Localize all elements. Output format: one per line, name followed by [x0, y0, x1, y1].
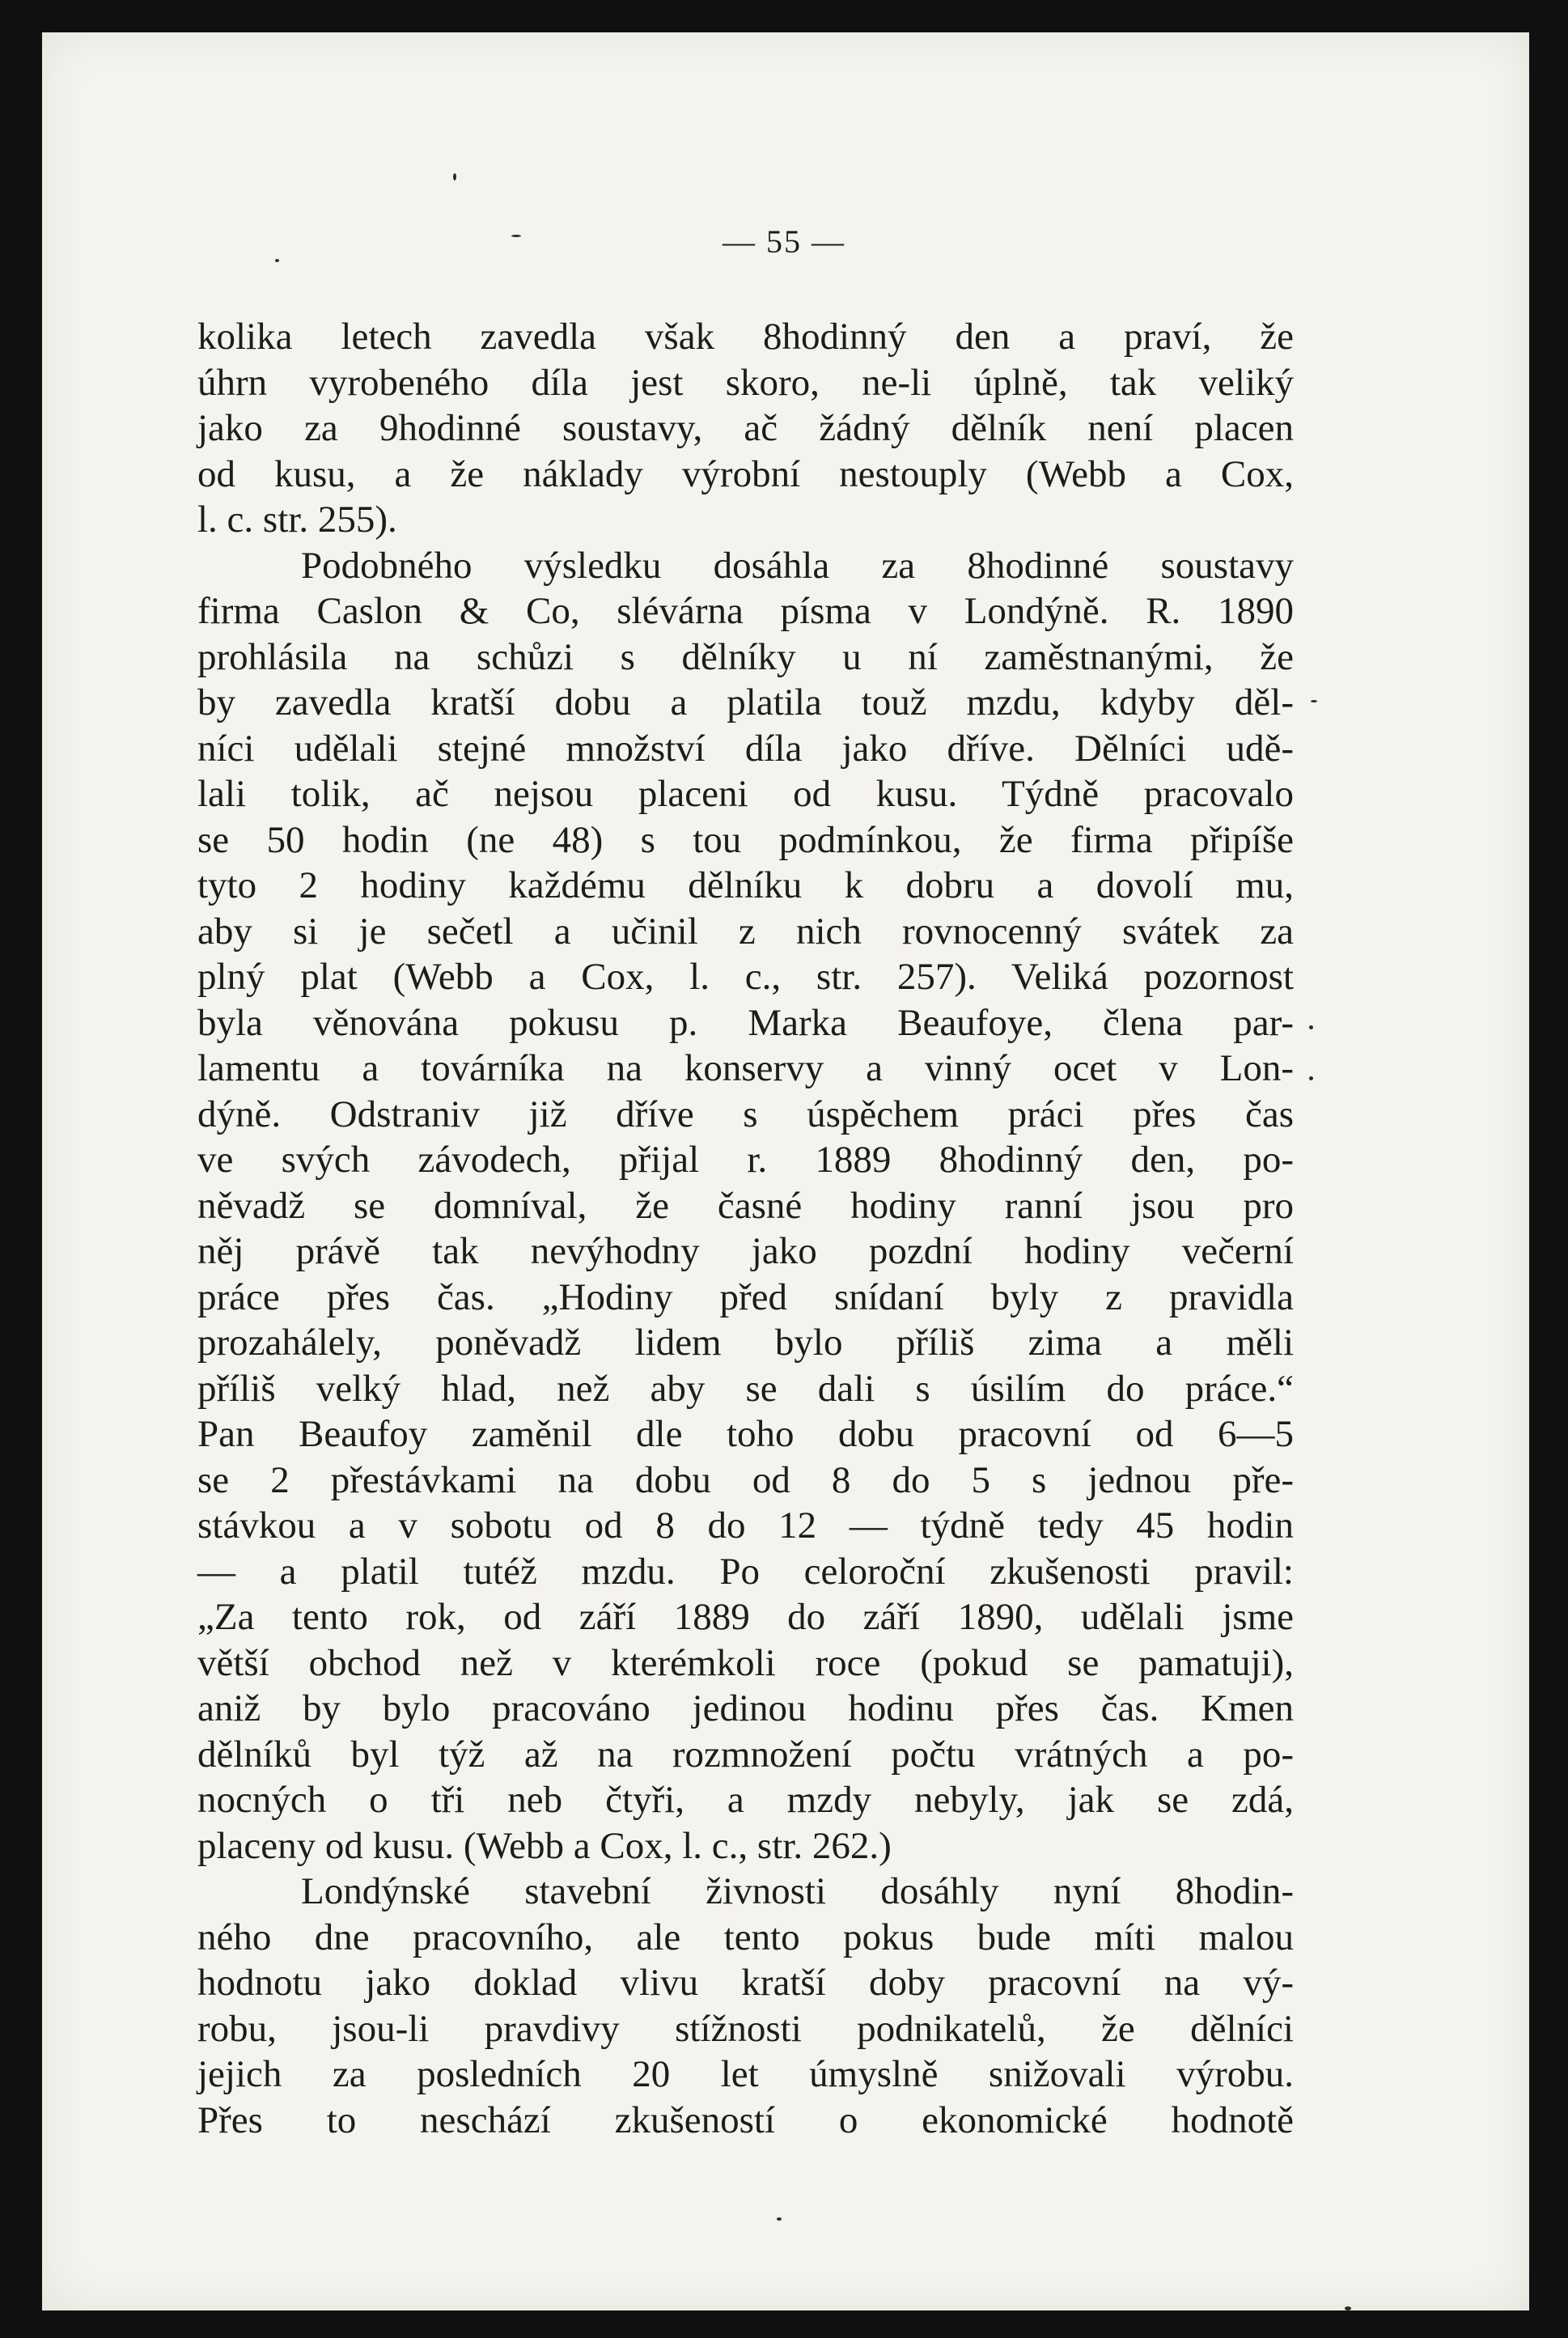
text-line: se 2 přestávkami na dobu od 8 do 5 s jednou pře- [197, 1458, 1294, 1501]
text-line: l. c. str. 255). [197, 499, 397, 541]
text-line: dýně. Odstraniv již dříve s úspěchem práci přes čas [197, 1093, 1294, 1135]
text-line: kolika letech zavedla však 8hodinný den a praví, že [197, 316, 1294, 358]
text-line: větší obchod než v kterémkoli roce (pokud se pamatuji), [197, 1641, 1294, 1684]
text-line: Přes to neschází zkušeností o ekonomické hodnotě [197, 2098, 1294, 2141]
text-line: dělníků byl týž až na rozmnožení počtu vrátných a po- [197, 1733, 1294, 1776]
text-line: jejich za posledních 20 let úmyslně snižovali výrobu. [197, 2053, 1294, 2095]
text-line: prozahálely, poněvadž lidem bylo příliš zima a měli [197, 1322, 1294, 1364]
text-line: stávkou a v sobotu od 8 do 12 — týdně tedy 45 hodin [197, 1504, 1294, 1547]
text-line: Pan Beaufoy zaměnil dle toho dobu pracovní od 6—5 [197, 1413, 1294, 1455]
ink-speck [275, 259, 279, 262]
text-line: byla věnována pokusu p. Marka Beaufoye, člena par- [197, 1001, 1294, 1044]
ink-speck [1309, 1025, 1313, 1029]
text-line: aniž by bylo pracováno jedinou hodinu přes čas. Kmen [197, 1687, 1294, 1729]
text-line: níci udělali stejné množství díla jako dříve. Dělníci udě- [197, 727, 1294, 770]
text-line: lali tolik, ač nejsou placeni od kusu. Týdně pracovalo [197, 773, 1294, 815]
text-line: se 50 hodin (ne 48) s tou podmínkou, že firma připíše [197, 818, 1294, 861]
text-line: hodnotu jako doklad vlivu kratší doby pracovní na vý- [197, 1962, 1294, 2004]
ink-speck [453, 173, 456, 180]
text-line: prohlásila na schůzi s dělníky u ní zaměstnanými, že [197, 635, 1294, 678]
text-line: plný plat (Webb a Cox, l. c., str. 257). Veliká pozornost [197, 956, 1294, 998]
text-line: Londýnské stavební živnosti dosáhly nyní 8hodin- [301, 1870, 1294, 1912]
ink-speck [1309, 1076, 1313, 1080]
ink-speck [511, 235, 521, 237]
text-line: tyto 2 hodiny každému dělníku k dobru a dovolí mu, [197, 864, 1294, 906]
ink-speck [1345, 2306, 1351, 2310]
text-line: úhrn vyrobeného díla jest skoro, ne-li úplně, tak veliký [197, 361, 1294, 404]
text-line: — a platil tutéž mzdu. Po celoroční zkušenosti pravil: [197, 1550, 1294, 1593]
text-line: placeny od kusu. (Webb a Cox, l. c., str. 262.) [197, 1824, 892, 1867]
text-line: ného dne pracovního, ale tento pokus bude míti malou [197, 1916, 1294, 1958]
text-line: by zavedla kratší dobu a platila touž mzdu, kdyby děl- [197, 681, 1294, 723]
text-line: od kusu, a že náklady výrobní nestouply (Webb a Cox, [197, 452, 1294, 495]
text-line: jako za 9hodinné soustavy, ač žádný dělník není placen [197, 407, 1294, 449]
body-text [197, 314, 1294, 2143]
text-line: příliš velký hlad, než aby se dali s úsilím do práce.“ [197, 1367, 1294, 1410]
ink-speck [1311, 700, 1317, 702]
text-line: lamentu a továrníka na konservy a vinný ocet v Lon- [197, 1047, 1294, 1089]
text-line: aby si je sečetl a učinil z nich rovnocenný svátek za [197, 910, 1294, 953]
text-line: něvadž se domníval, že časné hodiny ranní jsou pro [197, 1184, 1294, 1227]
page-number: — 55 — [723, 223, 845, 260]
text-line: nocných o tři neb čtyři, a mzdy nebyly, jak se zdá, [197, 1779, 1294, 1821]
ink-speck [777, 2217, 782, 2221]
text-line: robu, jsou-li pravdivy stížnosti podnikatelů, že dělníci [197, 2007, 1294, 2050]
text-line: práce přes čas. „Hodiny před snídaní byly z pravidla [197, 1275, 1294, 1318]
text-line: firma Caslon & Co, slévárna písma v Londýně. R. 1890 [197, 590, 1294, 632]
text-line: „Za tento rok, od září 1889 do září 1890, udělali jsme [197, 1596, 1294, 1638]
text-line: ve svých závodech, přijal r. 1889 8hodinný den, po- [197, 1139, 1294, 1181]
text-line: Podobného výsledku dosáhla za 8hodinné soustavy [301, 544, 1294, 587]
text-line: něj právě tak nevýhodny jako pozdní hodiny večerní [197, 1230, 1294, 1272]
